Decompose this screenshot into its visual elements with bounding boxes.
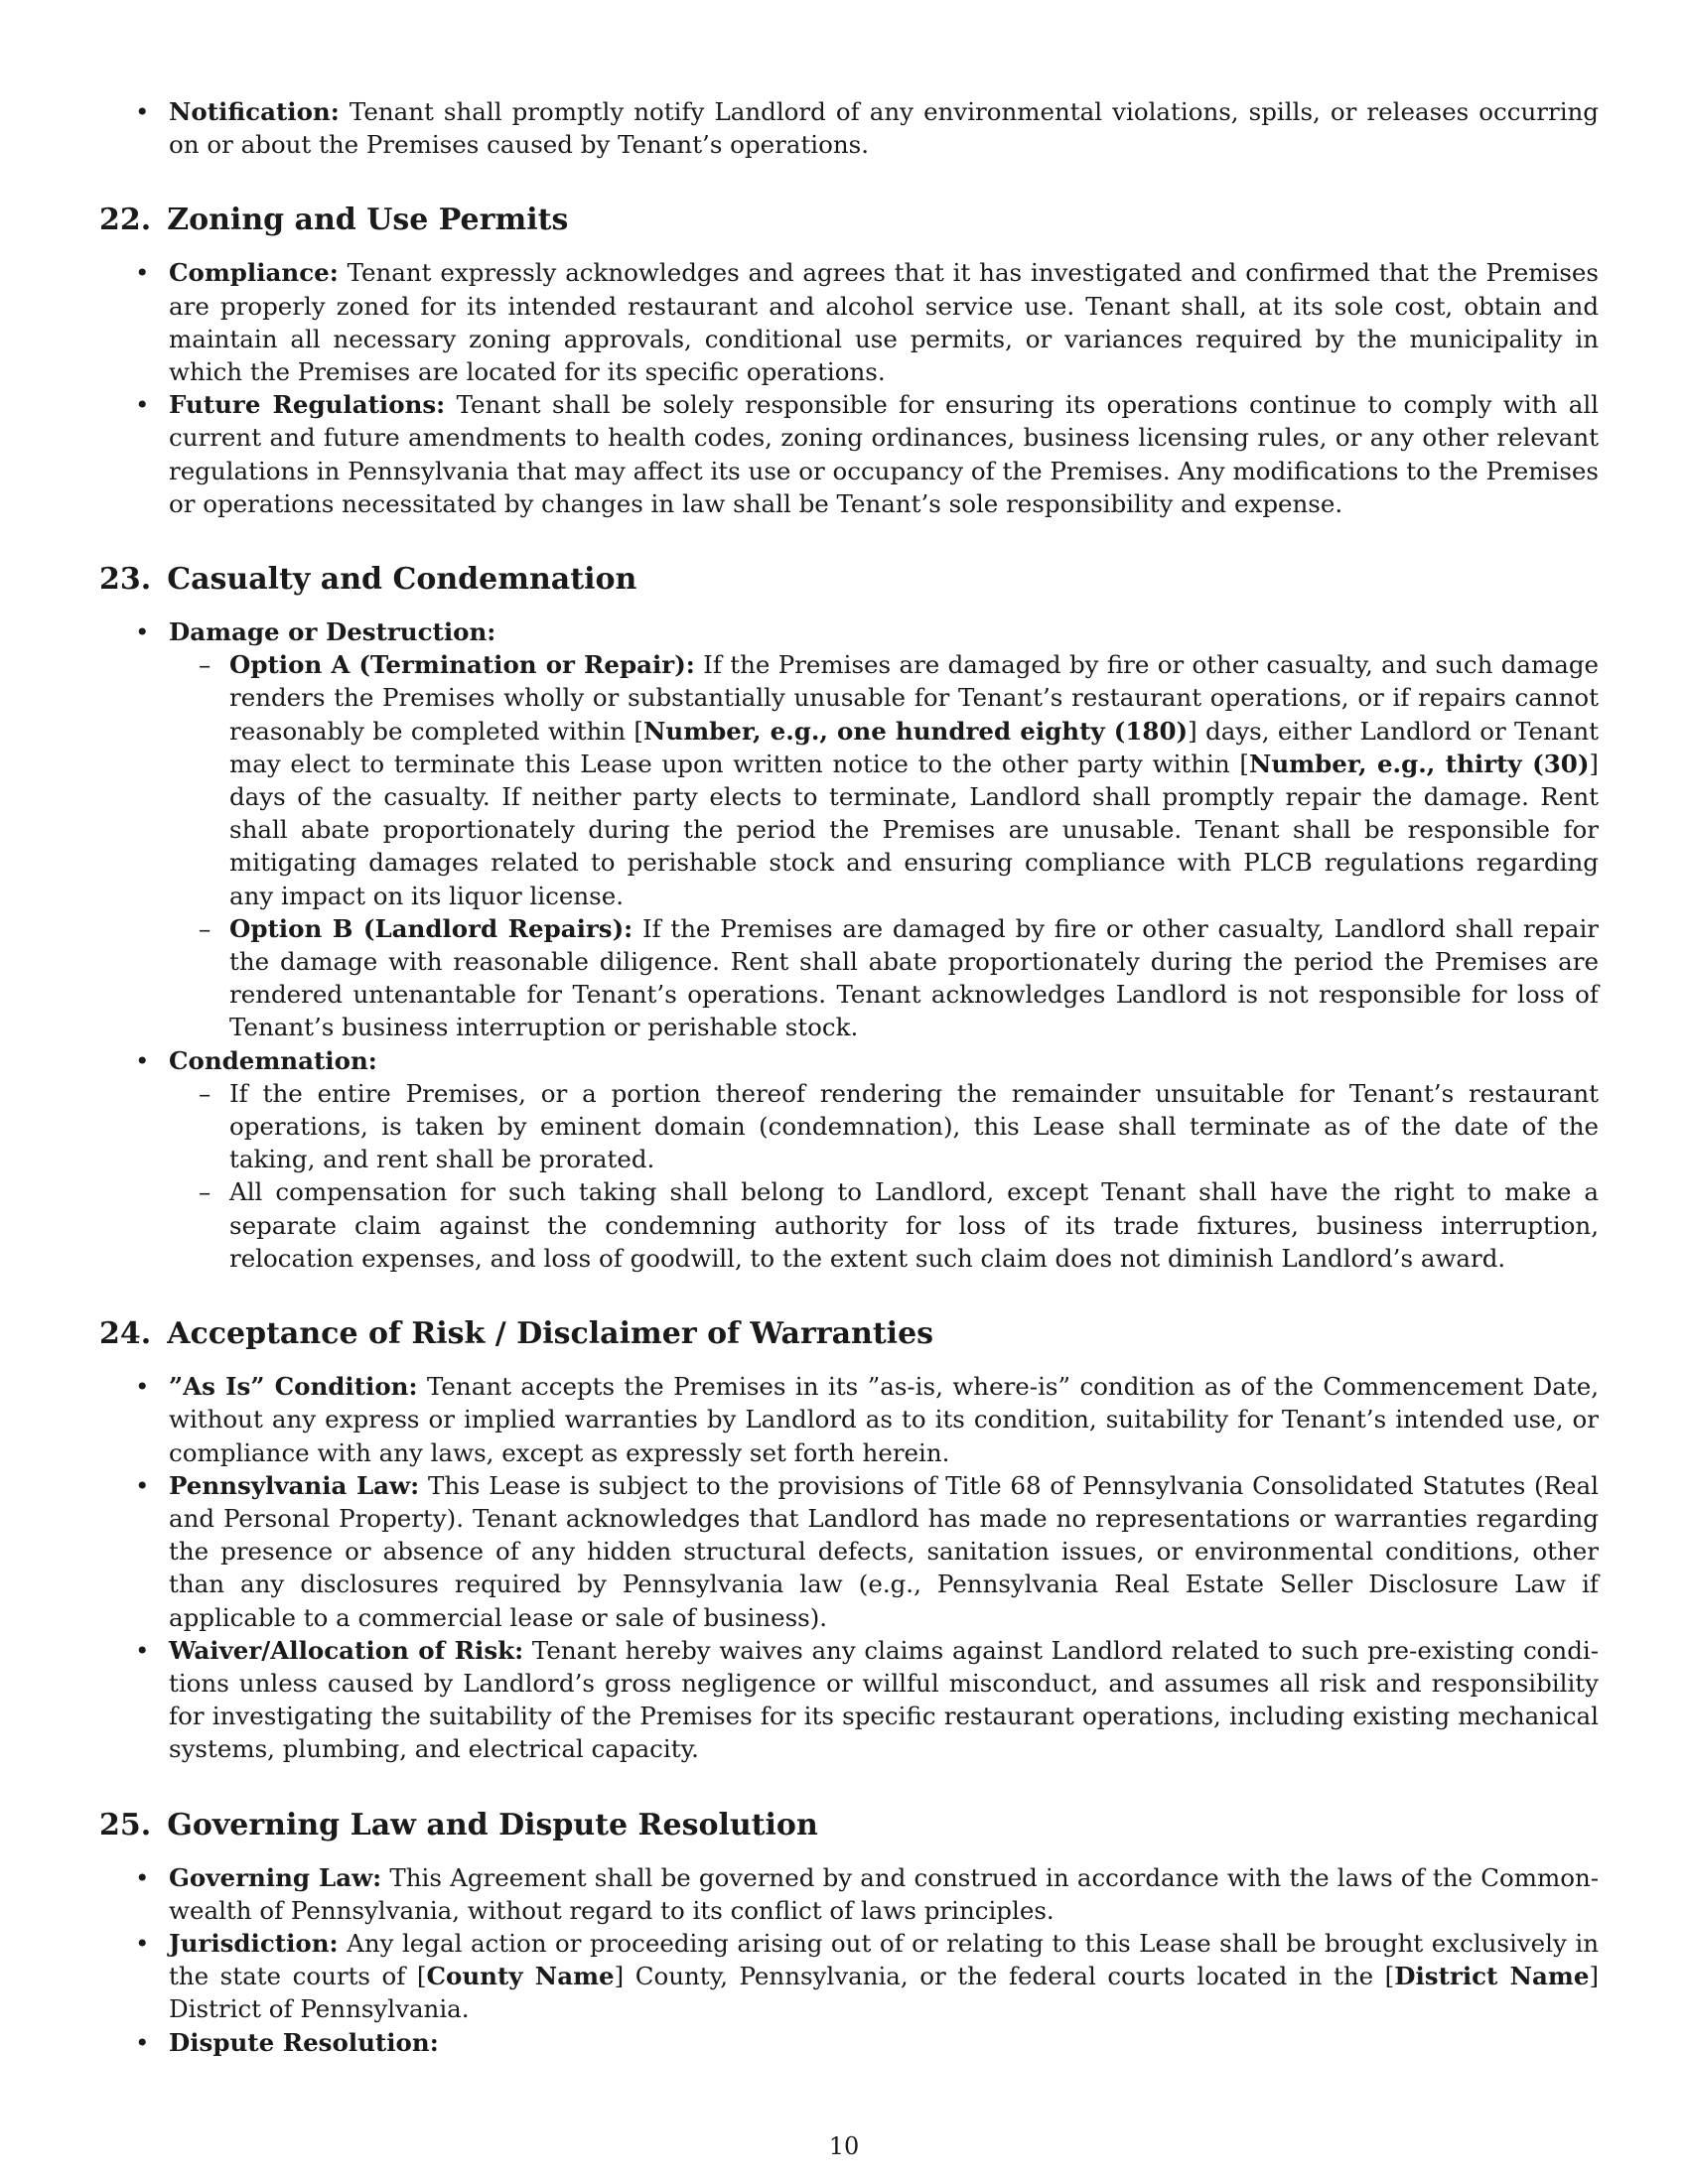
sub-list-item — [169, 648, 1599, 912]
list-item — [99, 1469, 1599, 1634]
item-lead: Condemnation: — [169, 1045, 377, 1075]
list-item — [99, 95, 1599, 161]
item-text: ] days of the casualty. If neither party elects to terminate, Landlord shall promptly repair the damage. Rent shall abate proportionately during the period the Premises are unusable. Tenant shall be responsible for mitigating damages related to perishable stock and ensuring compliance with PLCB regulations regarding any impact on its liquor license. — [229, 749, 1599, 910]
list-item — [99, 256, 1599, 388]
item-text: If the Premises are damaged by fire or other casualty, Landlord shall repair the damage with reasonable diligence. Rent shall abate proportionately during the period the Premises are rendered untenantable for Tenant’s operations. Tenant acknowledges Landlord is not responsible for loss of Tenant’s business interruption or perishable stock. — [229, 913, 1599, 1042]
item-lead: Waiver/Allocation of Risk: — [169, 1635, 524, 1665]
list-item — [99, 615, 1599, 1044]
item-text: Tenant accepts the Premises in its ”as-is, where-is” condition as of the Commencement Date, without any express or implied warranties by Landlord as to its condition, suitability for Tenant’s intended use, or compliance with any laws, except as expressly set forth herein. — [169, 1372, 1599, 1467]
section-25-list — [99, 1861, 1599, 2059]
item-text: Tenant shall promptly notify Landlord of any environmental violations, spills, or releases occurring on or about the Premises caused by Tenant’s operations. — [169, 97, 1599, 160]
condemnation-sub-list — [169, 1077, 1599, 1275]
sub-list-item: – If the entire Premises, or a portion thereof rendering the remainder unsuitable for Tenant’s restaurant operations, is taken by eminent domain (condemnation), this Lease shall terminate as of the date of the taking, and rent shall be prorated. — [169, 1077, 1599, 1176]
section-23-list — [99, 615, 1599, 1275]
placeholder: County Name — [426, 1962, 615, 1991]
item-lead: Option A (Termination or Repair): — [229, 650, 695, 680]
section-heading-25 — [99, 1808, 1599, 1843]
item-lead: Dispute Resolution: — [169, 2027, 439, 2057]
section-24-list — [99, 1370, 1599, 1765]
section-number: 25. — [99, 1807, 152, 1843]
page-number: 10 — [828, 2132, 860, 2160]
item-lead: ”As Is” Condition: — [169, 1372, 418, 1402]
placeholder: District Name — [1394, 1962, 1590, 1991]
item-text: ] days, either Landlord or Tenant may elect to terminate this Lease upon written notice to the other party within [ — [229, 716, 1600, 778]
item-lead: Governing Law: — [169, 1862, 382, 1892]
section-heading-23 — [99, 562, 1599, 598]
item-lead: Jurisdiction: — [169, 1928, 339, 1958]
section-heading-22 — [99, 203, 1599, 238]
item-lead: Pennsylvania Law: — [169, 1470, 420, 1500]
section-22-list — [99, 256, 1599, 520]
item-text: This Agreement shall be governed by and construed in accordance with the laws of the Commonwealth of Pennsylvania, without regard to its conflict of laws principles. — [169, 1862, 1599, 1925]
section-title: Governing Law and Dispute Resolution — [167, 1807, 818, 1843]
section-heading-24 — [99, 1316, 1599, 1352]
item-lead: Notification: — [169, 97, 340, 126]
sub-list-item: – All compensation for such taking shall belong to Landlord, except Tenant shall have the right to make a separate claim against the condemning authority for loss of its trade fixtures, business interruption, relocation expenses, and loss of goodwill, to the extent such claim does not diminish Landlord’s award. — [169, 1175, 1599, 1275]
placeholder: Number, e.g., thirty (30) — [1248, 749, 1590, 778]
list-item — [99, 1861, 1599, 1927]
item-text: ] County, Pennsylvania, or the federal courts located in the [ — [614, 1962, 1395, 1991]
list-item — [99, 1044, 1599, 1275]
item-lead: Future Regulations: — [169, 390, 446, 420]
item-text: Tenant shall be solely responsible for ensuring its operations continue to comply with all current and future amendments to health codes, zoning ordinances, business licensing rules, or any other relevant regulations in Pennsylvania that may affect its use or occupancy of the Premises. Any modifications to the Premises or operations necessitated by changes in law shall be Tenant’s sole responsibility and expense. — [169, 390, 1599, 518]
sub-list-item — [169, 912, 1599, 1044]
item-text: Tenant hereby waives any claims against Landlord related to such pre-existing conditions unless caused by Landlord’s gross negligence or willful misconduct, and assumes all risk and responsibility for investigating the suitability of the Premises for its specific restaurant operations, including existing mechanical systems, plumbing, and electrical capacity. — [169, 1635, 1599, 1764]
item-lead: Damage or Destruction: — [169, 617, 496, 647]
section-title: Acceptance of Risk / Disclaimer of Warranties — [167, 1316, 934, 1352]
document-page — [99, 95, 1599, 2059]
list-item — [99, 1370, 1599, 1469]
damage-sub-list — [169, 648, 1599, 1043]
item-text: This Lease is subject to the provisions of Title 68 of Pennsylvania Consolidated Statutes (Real and Personal Property). Tenant acknowledges that Landlord has made no representations or warranties regarding the presence or absence of any hidden structural defects, sanitation issues, or environmental conditions, other than any disclosures required by Pennsylvania law (e.g., Pennsylvania Real Estate Seller Disclosure Law if applicable to a commercial lease or sale of business). — [169, 1470, 1599, 1632]
list-item — [99, 388, 1599, 520]
section-number: 23. — [99, 562, 152, 598]
item-text: Any legal action or proceeding arising out of or relating to this Lease shall be brought exclusively in the state courts of [ — [169, 1928, 1599, 1991]
placeholder: Number, e.g., one hundred eighty (180) — [642, 716, 1189, 746]
section-title: Casualty and Condemnation — [167, 562, 637, 598]
list-item — [99, 1927, 1599, 2026]
list-item — [99, 2026, 1599, 2059]
section-number: 24. — [99, 1316, 152, 1352]
section-number: 22. — [99, 203, 152, 238]
item-text: Tenant expressly acknowledges and agrees that it has investigated and confirmed that the Premises are properly zoned for its intended restaurant and alcohol service use. Tenant shall, at its sole cost, obtain and maintain all necessary zoning approvals, conditional use permits, or variances required by the municipality in which the Premises are located for its specific operations. — [169, 258, 1599, 387]
item-text: ] District of Pennsylvania. — [169, 1962, 1600, 2024]
intro-list — [99, 95, 1599, 161]
list-item — [99, 1634, 1599, 1766]
item-lead: Option B (Landlord Repairs): — [229, 913, 633, 943]
section-title: Zoning and Use Permits — [167, 203, 569, 238]
item-lead: Compliance: — [169, 258, 339, 288]
item-text: If the Premises are damaged by fire or other casualty, and such damage renders the Premises wholly or substantially unusable for Tenant’s restaurant operations, or if repairs cannot reasonably be completed within [ — [229, 650, 1600, 746]
